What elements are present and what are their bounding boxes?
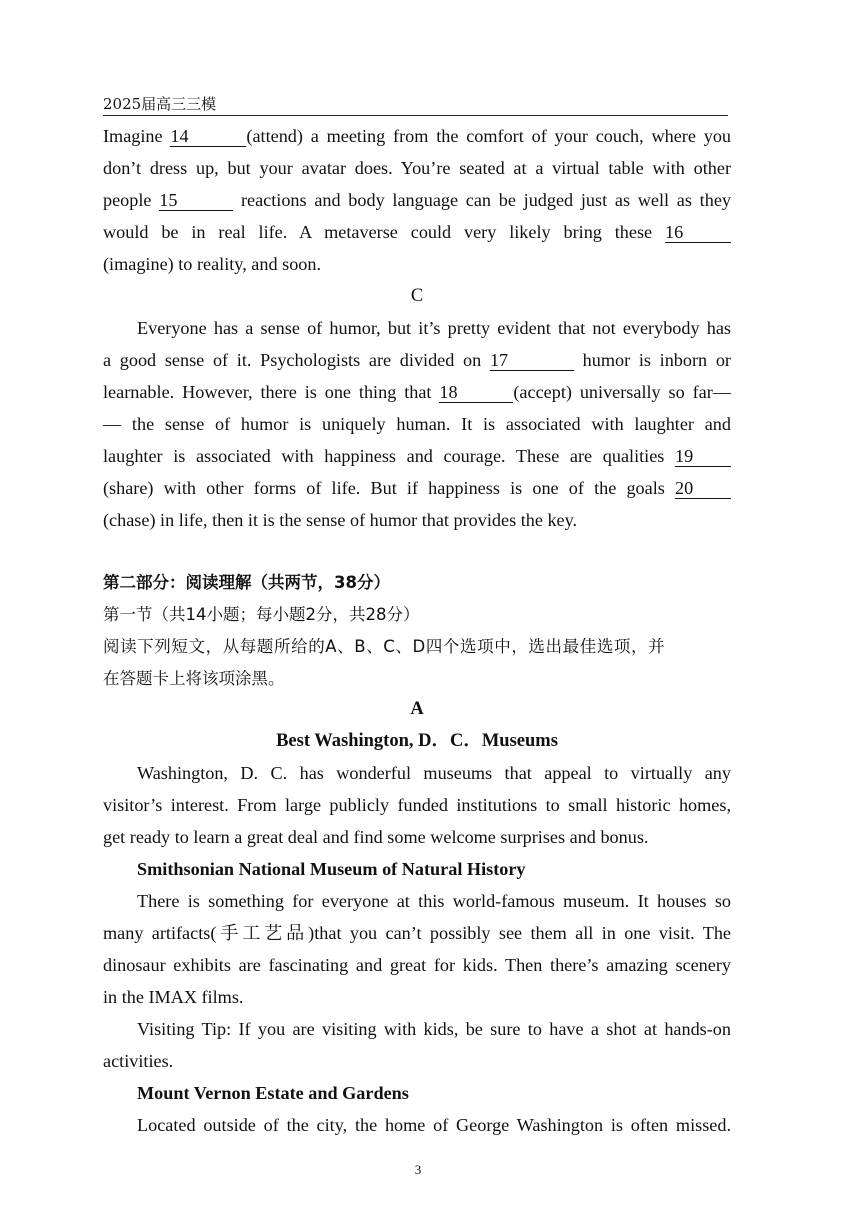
text-line: Everyone has a sense of humor, but it’s pretty evident that not everybody has [137,318,731,338]
section-one-title: 第一节（共14小题；每小题2分，共28分） [103,605,420,624]
text-line [103,379,731,405]
text-line [103,347,731,373]
text-line: many artifacts(手工艺品)that you can’t possibly see them all in one visit. The [103,923,731,943]
text-line: dinosaur exhibits are fascinating and great for kids. Then there’s amazing scenery [103,955,731,975]
text-segment: people [103,190,160,210]
section-c-label: C [410,286,424,306]
text-segment: (attend) a meeting from the comfort of your couch, where you [246,126,732,146]
answer-blank: 18 [439,382,513,403]
text-line: Washington, D. C. has wonderful museums that appeal to virtually any [137,763,731,783]
answer-blank: 14 [170,126,246,147]
text-line: in the IMAX films. [103,987,244,1007]
instructions-line: 在答题卡上将该项涂黑。 [103,669,285,688]
text-line: — the sense of humor is uniquely human. It is associated with laughter and [103,414,731,434]
instructions-line: 阅读下列短文，从每题所给的A、B、C、D四个选项中，选出最佳选项，并 [103,637,666,656]
text-segment: (share) with other forms of life. But if happiness is one of the goals [103,478,675,498]
page-number: 3 [414,1162,422,1177]
text-line: There is something for everyone at this world-famous museum. It houses so [137,891,731,911]
text-line: Visiting Tip: If you are visiting with kids, be sure to have a shot at hands-on [137,1019,731,1039]
text-segment: learnable. However, there is one thing that [103,382,440,402]
museum-heading: Smithsonian National Museum of Natural History [137,859,526,879]
text-line [103,475,731,501]
text-line: don’t dress up, but your avatar does. You’re seated at a virtual table with other [103,158,731,178]
museum-heading: Mount Vernon Estate and Gardens [137,1083,409,1103]
text-line [103,187,731,213]
text-segment: laughter is associated with happiness and courage. These are qualities [103,446,675,466]
text-segment: a good sense of it. Psychologists are divided on [103,350,490,370]
text-line: get ready to learn a great deal and find some welcome surprises and bonus. [103,827,649,847]
answer-blank: 19 [675,446,731,467]
text-line [103,219,731,245]
passage-a-label: A [410,699,424,719]
answer-blank: 15 [159,190,233,211]
text-segment: (accept) universally so far— [513,382,731,402]
text-line: activities. [103,1051,174,1071]
text-line: (chase) in life, then it is the sense of humor that provides the key. [103,510,578,530]
text-line [103,443,731,469]
text-segment: reactions and body language can be judged just as well as they [233,190,731,210]
text-segment: humor is inborn or [573,350,731,370]
passage-title: Best Washington, D．C．Museums [276,731,558,751]
text-line: Located outside of the city, the home of George Washington is often missed. [137,1115,731,1135]
answer-blank: 17 [490,350,574,371]
text-line: (imagine) to reality, and soon. [103,254,322,274]
answer-blank: 20 [675,478,731,499]
part-two-title: 第二部分：阅读理解（共两节，38分） [103,573,390,592]
text-segment: would be in real life. A metaverse could very likely bring these [103,222,665,242]
page-header: 2025届高三三模 [103,95,728,116]
text-segment: Imagine [103,126,171,146]
answer-blank: 16 [665,222,731,243]
text-line [103,123,731,149]
text-line: visitor’s interest. From large publicly funded institutions to small historic homes, [103,795,731,815]
